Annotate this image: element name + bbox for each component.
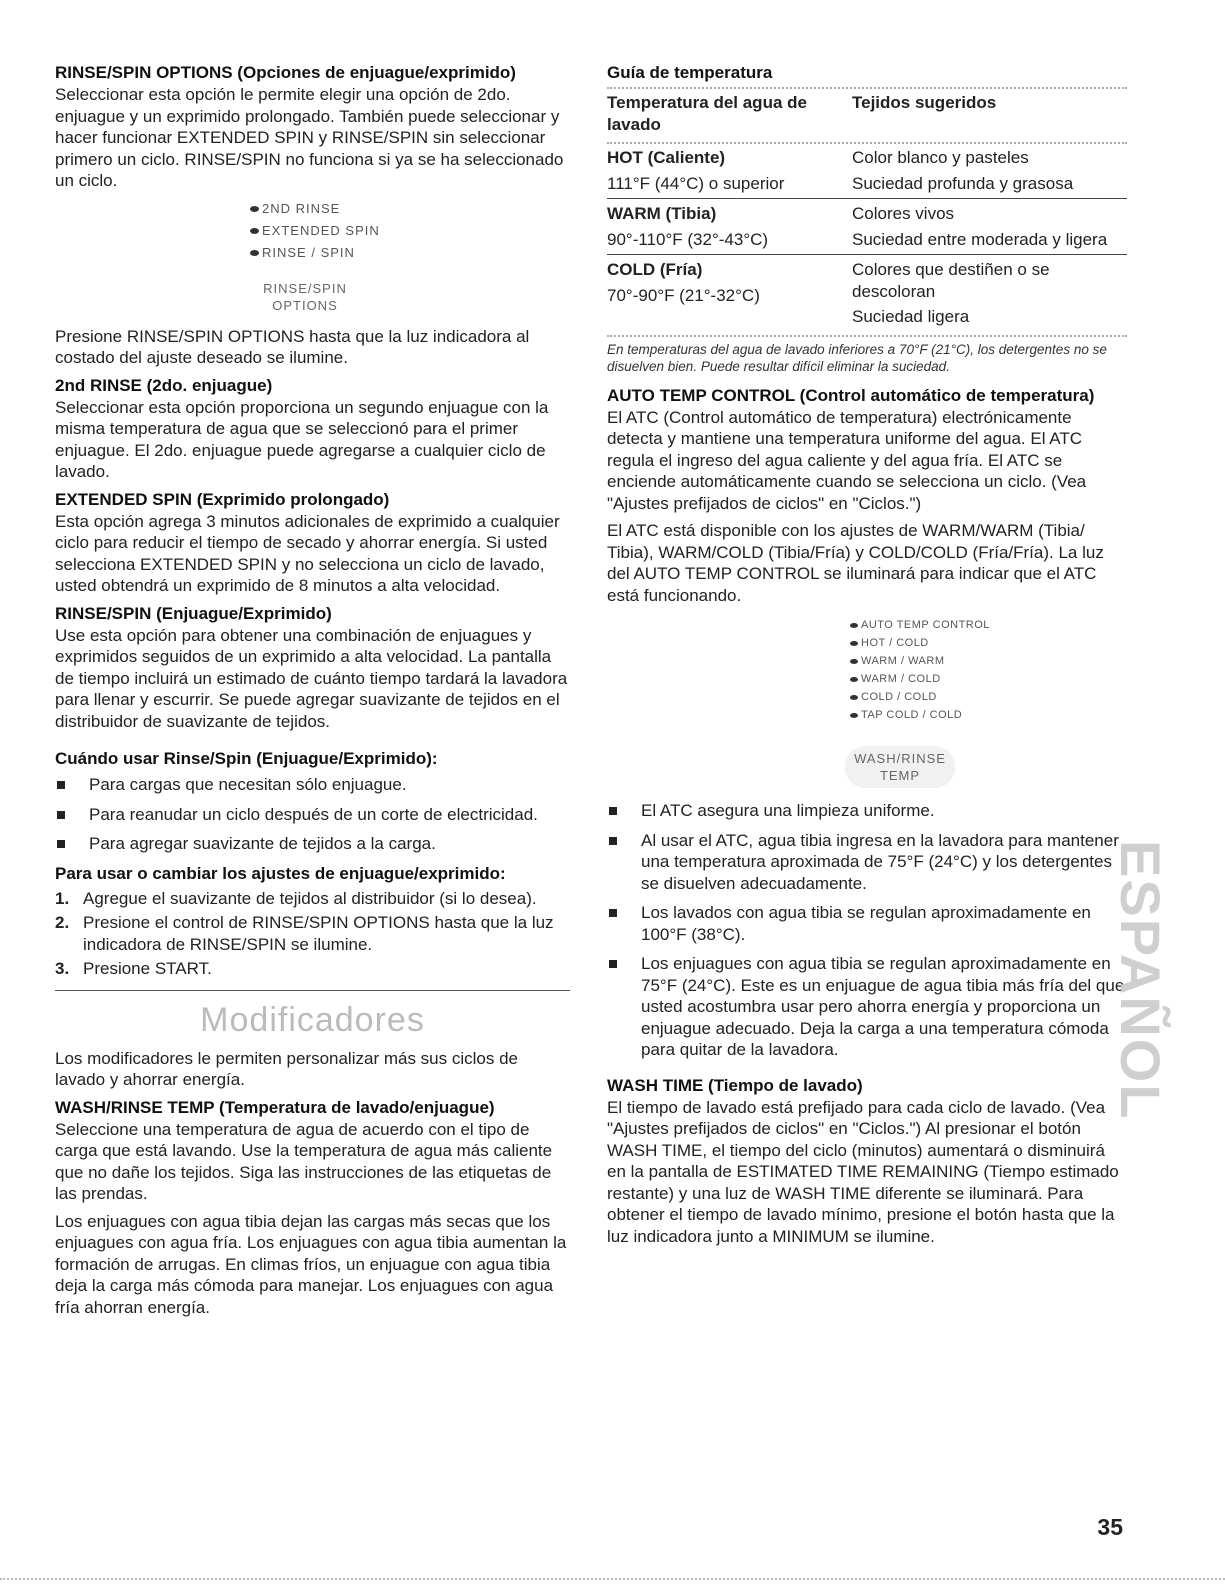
indicator-light-icon [250, 228, 259, 234]
list-item: El ATC asegura una limpieza uniforme. [607, 800, 1127, 822]
how-to-heading: Para usar o cambiar los ajustes de enjuague/exprimido: [55, 863, 506, 883]
second-rinse-heading: 2nd RINSE (2do. enjuague) [55, 375, 273, 395]
indicator-light-icon [850, 623, 858, 628]
wash-rinse-temp-heading: WASH/RINSE TEMP (Temperatura de lavado/enjuague) [55, 1097, 495, 1117]
temperature-guide-heading: Guía de temperatura [607, 63, 773, 82]
temp-name: COLD (Fría) [607, 260, 703, 279]
modifiers-intro: Los modificadores le permiten personalizar más sus ciclos de lavado y ahorrar energía. [55, 1048, 518, 1089]
fabric-item: Suciedad entre moderada y ligera [852, 229, 1108, 249]
rinse-spin-heading: RINSE/SPIN (Enjuague/Exprimido) [55, 603, 332, 623]
indicator-light-icon [850, 695, 858, 700]
list-item: Para agregar suavizante de tejidos a la carga. [55, 833, 570, 855]
atc-panel [850, 616, 1127, 788]
atc-text-2: El ATC está disponible con los ajustes de WARM/WARM (Tibia/ Tibia), WARM/COLD (Tibia/Fría) y COLD/COLD (Fría/Fría). La luz del AUTO TEMP CONTROL se iluminará para indicar que el ATC está funcionando. [607, 521, 1104, 605]
second-rinse-text: Seleccionar esta opción proporciona un segundo enjuague con la misma temperatura de agua que se seleccionó para el primer enjuague. El 2do. enjuague puede agregarse a cualquier ciclo de lavado. [55, 397, 549, 481]
right-column [607, 62, 1127, 1253]
indicator-light-icon [850, 659, 858, 664]
step-item: 1. Agregue el suavizante de tejidos al distribuidor (si lo desea). [55, 888, 537, 908]
how-to-steps [55, 888, 570, 980]
list-item: Para cargas que necesitan sólo enjuague. [55, 774, 570, 796]
list-item: Para reanudar un ciclo después de un corte de electricidad. [55, 804, 570, 826]
panel-option-hot-cold: HOT / COLD [850, 634, 1127, 652]
list-item: Los lavados con agua tibia se regulan aproximadamente en 100°F (38°C). [607, 902, 1127, 945]
panel-option-extended-spin: EXTENDED SPIN [250, 220, 570, 242]
when-to-use-list [55, 774, 570, 855]
atc-text-1: El ATC (Control automático de temperatura) electrónicamente detecta y mantiene una temperatura uniforme del agua. El ATC regula el ingreso del agua caliente y del agua fría. El ATC se enciende automáticamente cuando se selecciona un ciclo. (Vea "Ajustes prefijados de ciclos" en "Ciclos.") [607, 407, 1087, 513]
list-item: Al usar el ATC, agua tibia ingresa en la lavadora para mantener una temperatura aproximada de 75°F (24°C) y los detergentes se disuelven adecuadamente. [607, 830, 1127, 895]
panel-option-tap-cold: TAP COLD / COLD [850, 706, 1127, 724]
modifiers-title: Modificadores [200, 1000, 425, 1039]
when-to-use-heading: Cuándo usar Rinse/Spin (Enjuague/Exprimido): [55, 749, 438, 768]
panel-option-rinse-spin: RINSE / SPIN [250, 242, 570, 264]
fabric-item: Colores que destiñen o se descoloran [852, 260, 1050, 301]
panel-option-warm-warm: WARM / WARM [850, 652, 1127, 670]
section-divider [55, 990, 570, 991]
temp-range: 111°F (44°C) o superior [607, 173, 785, 193]
rinse-spin-options-button-label: RINSE/SPIN OPTIONS [263, 280, 347, 313]
temperature-table [607, 92, 1127, 332]
table-row [607, 199, 1127, 255]
wash-rinse-temp-button-label: WASH/RINSE TEMP [845, 746, 955, 788]
temp-range: 90°-110°F (32°-43°C) [607, 229, 769, 249]
indicator-light-icon [850, 677, 858, 682]
language-side-tab: ESPAÑOL [1109, 840, 1172, 1121]
atc-bullets [607, 800, 1127, 1061]
step-item: 2. Presione el control de RINSE/SPIN OPTIONS hasta que la luz indicadora de RINSE/SPIN se ilumine. [55, 913, 554, 954]
temp-name: HOT (Caliente) [607, 148, 726, 167]
bottom-dotted-rule [0, 1578, 1225, 1580]
wash-time-heading: WASH TIME (Tiempo de lavado) [607, 1075, 863, 1095]
panel-option-auto-temp: AUTO TEMP CONTROL [850, 616, 1127, 634]
fabric-item: Color blanco y pasteles [852, 148, 1029, 167]
temp-range: 70°-90°F (21°-32°C) [607, 285, 760, 305]
press-instruction: Presione RINSE/SPIN OPTIONS hasta que la luz indicadora al costado del ajuste deseado se ilumine. [55, 326, 530, 367]
wash-rinse-text-1: Seleccione una temperatura de agua de acuerdo con el tipo de carga que está lavando. Use la temperatura de agua más caliente que no dañe los tejidos. Siga las instrucciones de las etiquetas de las prendas. [55, 1119, 553, 1203]
dotted-divider [607, 142, 1127, 144]
table-row [607, 147, 1127, 199]
indicator-light-icon [850, 641, 858, 646]
indicator-light-icon [250, 250, 259, 256]
page-number: 35 [1097, 1514, 1123, 1540]
table-header-cell: Tejidos sugeridos [852, 93, 997, 112]
left-column [55, 62, 570, 1324]
panel-option-2nd-rinse: 2ND RINSE [250, 198, 570, 220]
rinse-spin-intro: Seleccionar esta opción le permite elegir una opción de 2do. enjuague y un exprimido prolongado. También puede seleccionar y hacer funcionar EXTENDED SPIN y RINSE/SPIN sin seleccionar primero un ciclo. RINSE/SPIN no funciona si ya se ha seleccionado un ciclo. [55, 85, 564, 190]
auto-temp-control-heading: AUTO TEMP CONTROL (Control automático de temperatura) [607, 385, 1095, 405]
wash-time-text: El tiempo de lavado está prefijado para cada ciclo de lavado. (Vea "Ajustes prefijados de ciclos" en "Ciclos.") Al presionar el botón WASH TIME, el tiempo del ciclo (minutos) aumentará o disminuirá en la pantalla de ESTIMATED TIME REMAINING (Tiempo estimado restante) y una luz de WASH TIME diferente se iluminará. Para obtener el tiempo de lavado mínimo, presione el botón hasta que la luz indicadora junto a MINIMUM se ilumine. [607, 1097, 1119, 1246]
temp-name: WARM (Tibia) [607, 204, 717, 223]
rinse-spin-options-heading: RINSE/SPIN OPTIONS (Opciones de enjuague/exprimido) [55, 63, 516, 82]
table-row [607, 255, 1127, 332]
table-header-row [607, 92, 1127, 139]
wash-rinse-text-2: Los enjuagues con agua tibia dejan las cargas más secas que los enjuagues con agua fría. Los enjuagues con agua tibia aumentan la formación de arrugas. En climas fríos, un enjuague con agua tibia deja la carga más cómoda para manejar. Los enjuagues con agua fría ahorran energía. [55, 1211, 567, 1317]
dotted-divider [607, 87, 1127, 89]
table-header-cell: Temperatura del agua de lavado [607, 93, 807, 134]
fabric-item: Colores vivos [852, 204, 955, 223]
panel-option-cold-cold: COLD / COLD [850, 688, 1127, 706]
extended-spin-text: Esta opción agrega 3 minutos adicionales de exprimido a cualquier ciclo para reducir el tiempo de secado y ahorrar energía. Si usted selecciona EXTENDED SPIN y no selecciona un ciclo de lavado, usted obtendrá un exprimido de 8 minutos a alta velocidad. [55, 511, 560, 595]
list-item: Los enjuagues con agua tibia se regulan aproximadamente en 75°F (24°C). Este es un enjuague de agua tibia más fría del que usted acostumbra usar pero ahorra energía y proporciona un enjuague adecuado. Deja la carga a una temperatura cómoda para quitar de la lavadora. [607, 953, 1127, 1061]
panel-option-warm-cold: WARM / COLD [850, 670, 1127, 688]
dotted-divider [607, 335, 1127, 337]
indicator-light-icon [250, 206, 259, 212]
step-item: 3. Presione START. [55, 959, 212, 978]
table-note: En temperaturas del agua de lavado inferiores a 70°F (21°C), los detergentes no se disuelven bien. Puede resultar difícil eliminar la suciedad. [607, 341, 1107, 374]
rinse-spin-text: Use esta opción para obtener una combinación de enjuagues y exprimidos seguidos de un exprimido a alta velocidad. La pantalla de tiempo incluirá un estimado de cuánto tiempo tardará la lavadora para llenar y escurrir. Se puede agregar suavizante de tejidos en el distribuidor de suavizante de tejidos. [55, 625, 568, 731]
indicator-light-icon [850, 713, 858, 718]
fabric-item: Suciedad ligera [852, 307, 970, 326]
extended-spin-heading: EXTENDED SPIN (Exprimido prolongado) [55, 489, 390, 509]
fabric-item: Suciedad profunda y grasosa [852, 173, 1074, 193]
rinse-spin-panel [55, 198, 570, 314]
